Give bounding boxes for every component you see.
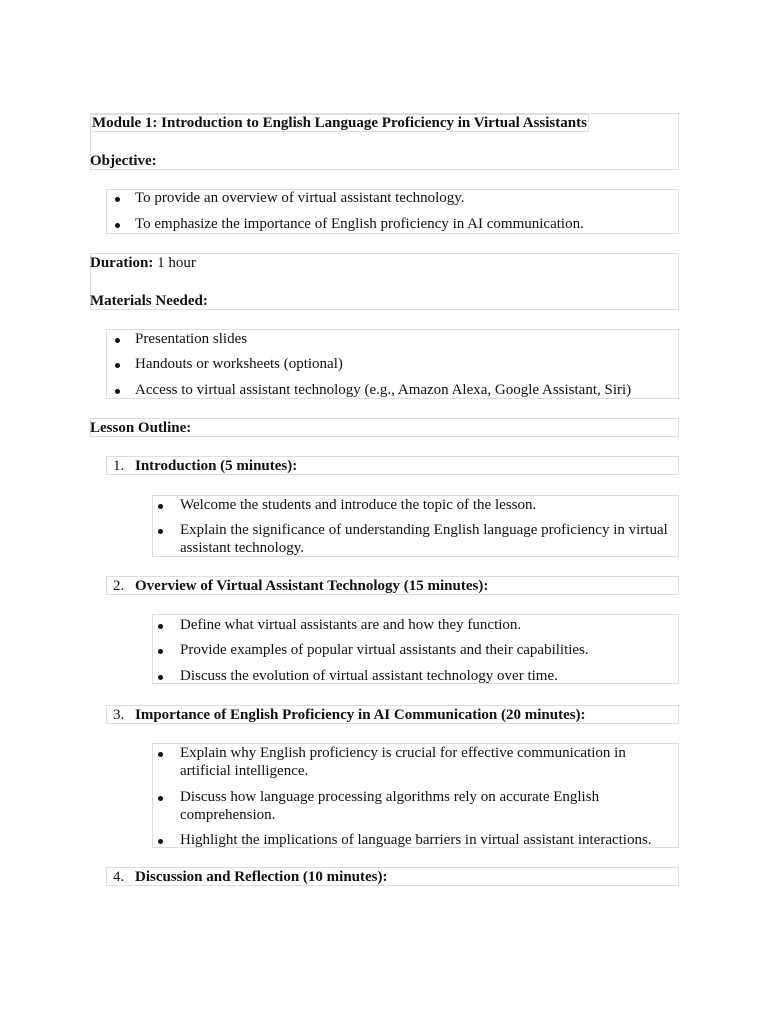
section-item: Welcome the students and introduce the topic of the lesson. xyxy=(180,497,537,513)
objective-item: To provide an overview of virtual assistant technology. xyxy=(135,190,465,206)
section-title: Discussion and Reflection (10 minutes): xyxy=(135,869,388,885)
section-item: Explain why English proficiency is crucial for effective communication in artificial intelligence. xyxy=(180,745,626,779)
section-number: 1. xyxy=(113,458,125,474)
bullet xyxy=(115,338,120,343)
bullet xyxy=(158,504,163,509)
materials-item: Access to virtual assistant technology (e.g., Amazon Alexa, Google Assistant, Siri) xyxy=(135,382,632,398)
duration-line xyxy=(90,254,196,272)
section-item: Define what virtual assistants are and how they function. xyxy=(180,617,522,633)
objective-item: To emphasize the importance of English proficiency in AI communication. xyxy=(135,216,584,232)
duration-label: Duration: xyxy=(90,255,154,271)
materials-label: Materials Needed: xyxy=(90,293,208,309)
section-number: 3. xyxy=(113,707,125,723)
section-number: 4. xyxy=(113,869,125,885)
section-item: Provide examples of popular virtual assistants and their capabilities. xyxy=(180,642,589,658)
section-item: Discuss how language processing algorithms rely on accurate English comprehension. xyxy=(180,789,600,823)
bullet xyxy=(115,223,120,228)
duration-value: 1 hour xyxy=(157,255,196,271)
objective-label: Objective: xyxy=(90,153,157,169)
bullet xyxy=(115,363,120,368)
section-item: Discuss the evolution of virtual assistant technology over time. xyxy=(180,668,558,684)
materials-item: Presentation slides xyxy=(135,331,248,347)
section-title: Introduction (5 minutes): xyxy=(135,458,298,474)
bullet xyxy=(158,752,163,757)
module-title: Module 1: Introduction to English Language Proficiency in Virtual Assistants xyxy=(92,115,587,131)
section-title: Overview of Virtual Assistant Technology (15 minutes): xyxy=(135,578,489,594)
section-item: Highlight the implications of language barriers in virtual assistant interactions. xyxy=(180,832,652,848)
section-title: Importance of English Proficiency in AI Communication (20 minutes): xyxy=(135,707,586,723)
section-item: Explain the significance of understanding English language proficiency in virtual assistant technology. xyxy=(180,522,668,556)
section-number: 2. xyxy=(113,578,125,594)
bullet xyxy=(158,624,163,629)
bullet xyxy=(158,675,163,680)
bullet xyxy=(115,389,120,394)
materials-item: Handouts or worksheets (optional) xyxy=(135,356,343,372)
bullet xyxy=(158,649,163,654)
bullet xyxy=(158,529,163,534)
bullet xyxy=(158,796,163,801)
bullet xyxy=(115,197,120,202)
outline-label: Lesson Outline: xyxy=(90,420,192,436)
bullet xyxy=(158,839,163,844)
